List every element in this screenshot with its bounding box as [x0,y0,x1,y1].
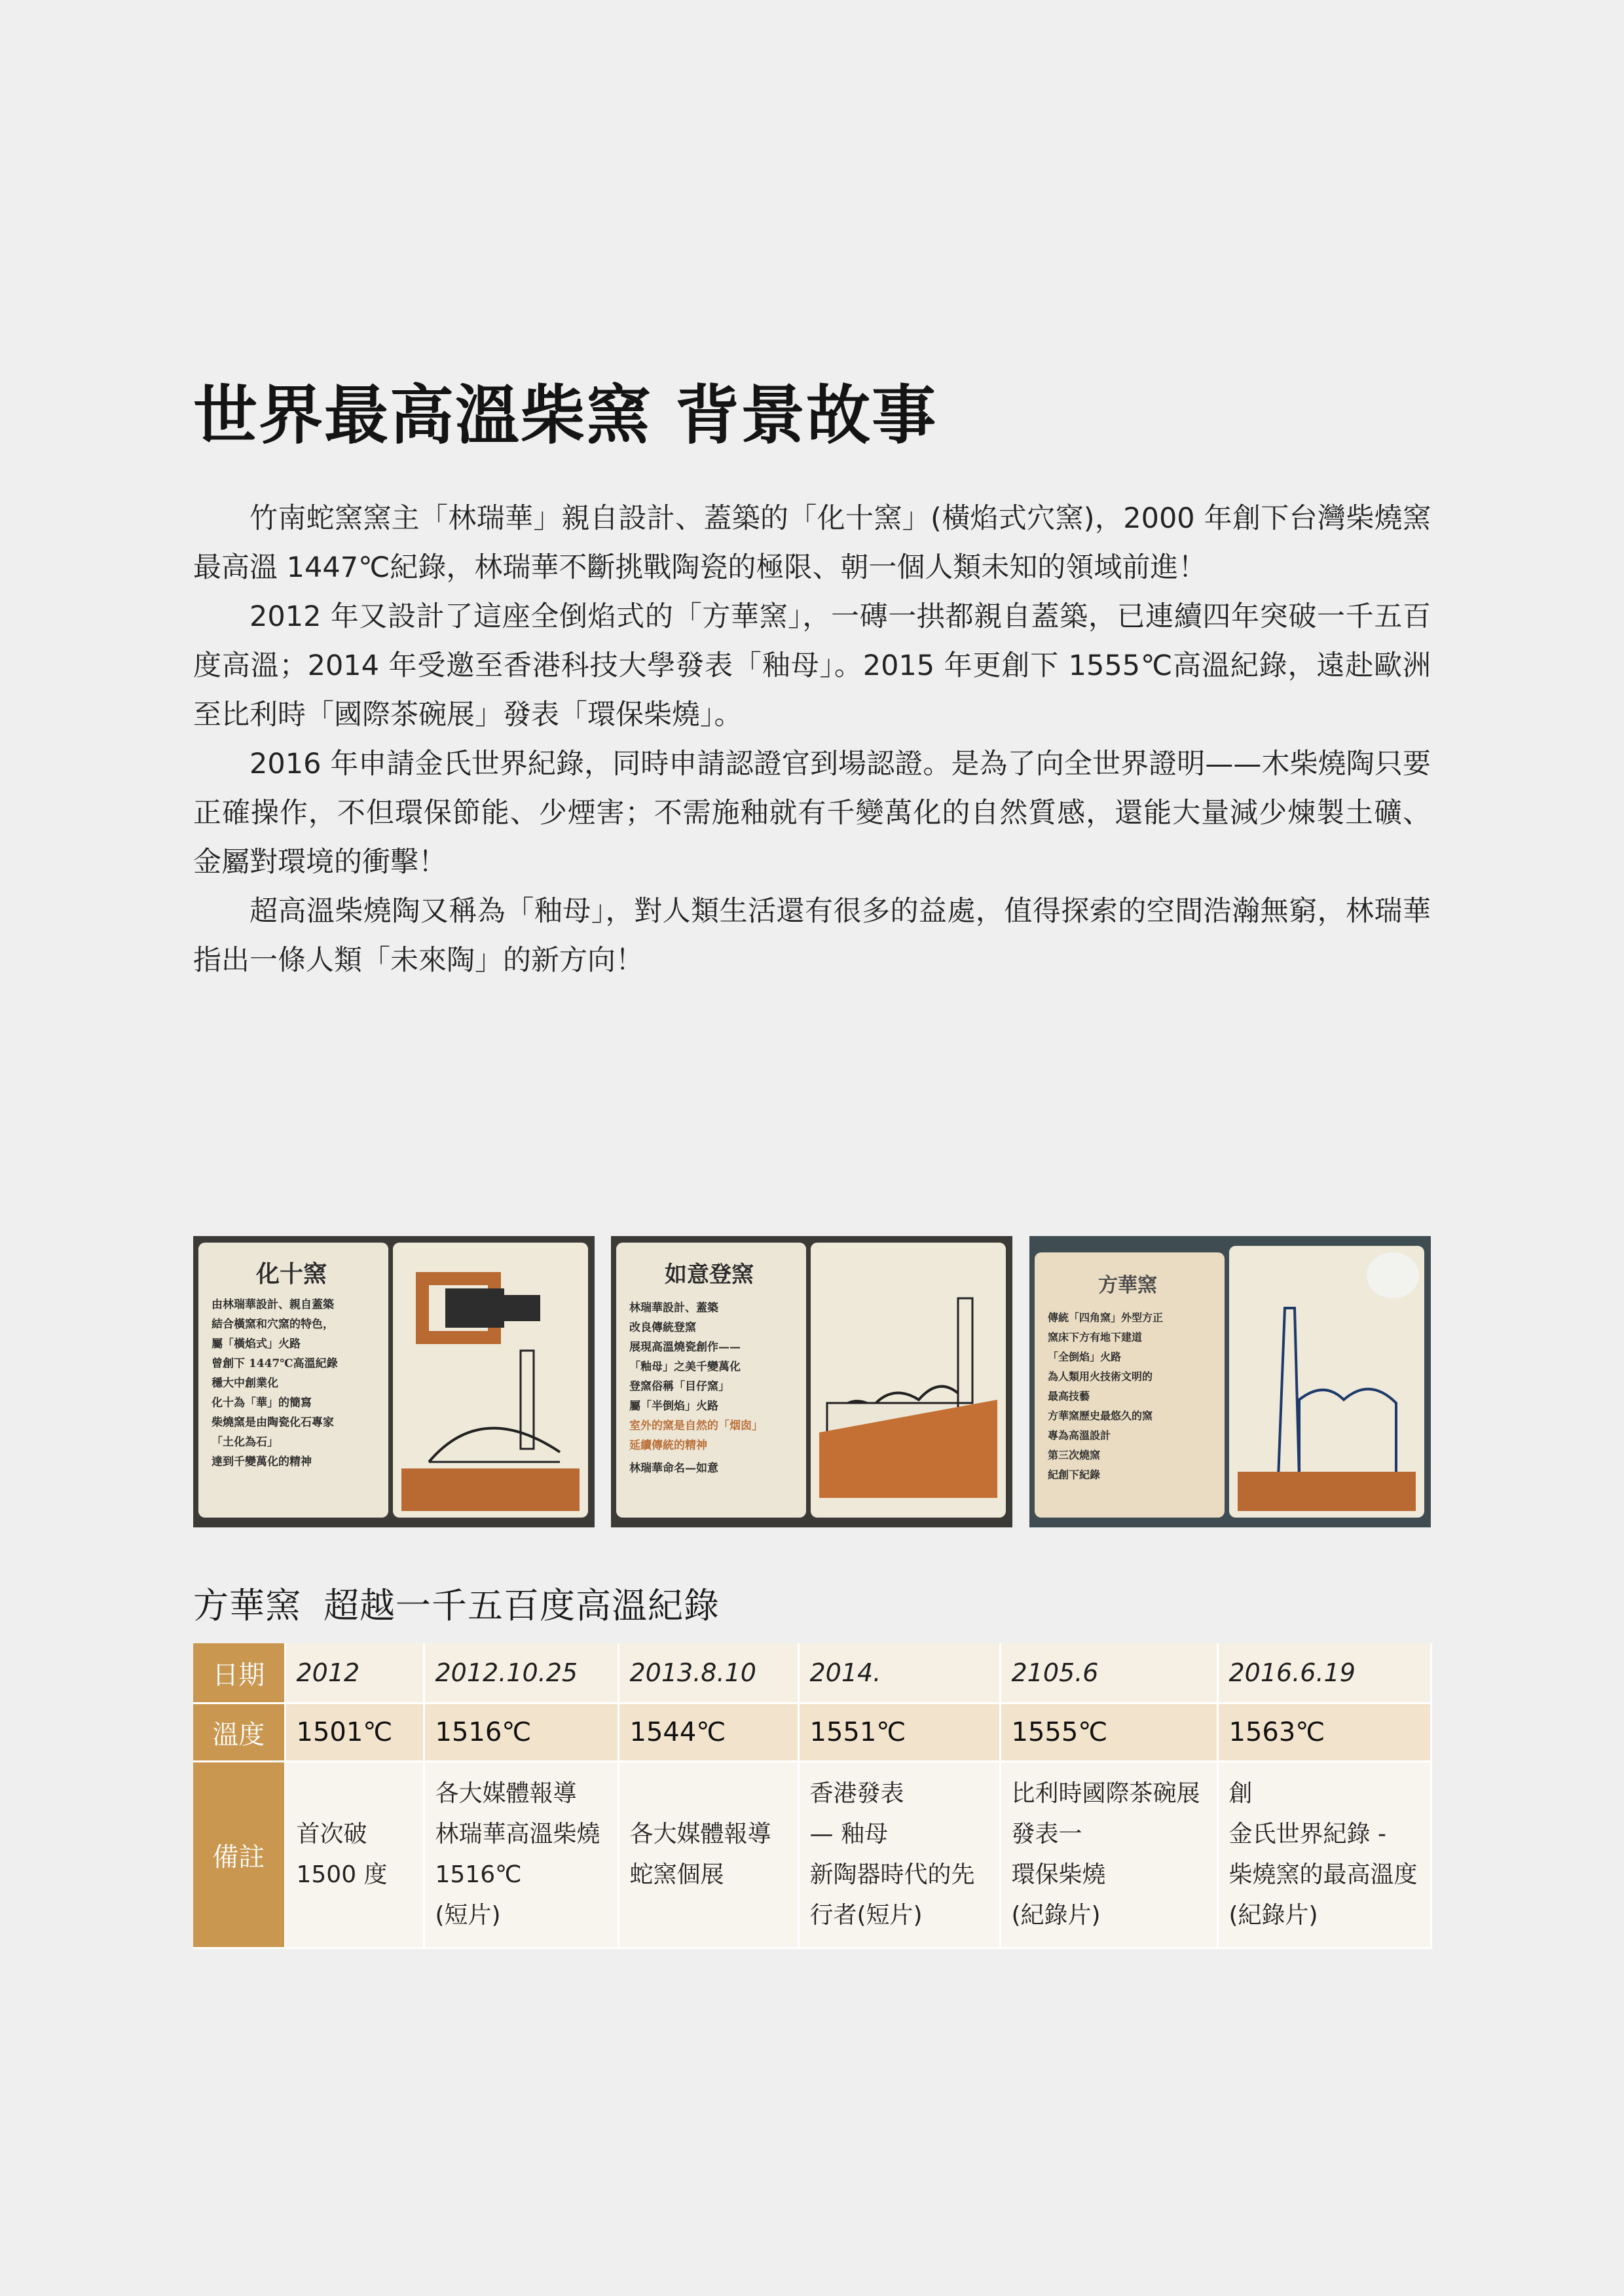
svg-text:「釉母」之美千變萬化: 「釉母」之美千變萬化 [629,1360,741,1374]
plaque-title: 如意登窯 [665,1262,754,1288]
note-cell [424,1762,618,1948]
note-line: 1516℃ [435,1861,522,1888]
plaque-title: 方華窯 [1098,1274,1157,1297]
svg-text:專為高溫設計: 專為高溫設計 [1048,1429,1111,1442]
temperature-cell: 1516℃ [424,1704,618,1762]
paragraph: 2016 年申請金氏世界紀錄，同時申請認證官到場認證。是為了向全世界證明——木柴燒陶只要正確操作，不但環保節能、少煙害；不需施釉就有千變萬化的自然質感，還能大量減少煉製土礦、金屬對環境的衝擊！ [193,748,1431,879]
paragraph: 超高溫柴燒陶又稱為「釉母」，對人類生活還有很多的益處，值得探索的空間浩瀚無窮，林瑞華指出一條人類「未來陶」的新方向！ [193,895,1431,977]
svg-text:最高技藝: 最高技藝 [1048,1390,1090,1402]
table-title-kiln: 方華窯 [193,1585,301,1626]
note-line: 比利時國際茶碗展 [1011,1780,1200,1807]
note-line: 發表一 [1011,1821,1082,1848]
note-cell [1000,1762,1217,1948]
photo-ru-yi-kiln-plaque [611,1236,1012,1527]
row-label-notes: 備註 [193,1762,285,1948]
table-row-notes [193,1762,1431,1948]
svg-text:屬「半倒焰」火路: 屬「半倒焰」火路 [629,1400,718,1413]
note-line: (紀錄片) [1228,1902,1318,1929]
note-line: 香港發表 [809,1780,904,1807]
page-title: 世界最高溫柴窯 背景故事 [193,378,938,453]
note-line: (紀錄片) [1011,1902,1101,1929]
date-cell: 2014. [798,1643,1000,1704]
svg-text:第三次燒窯: 第三次燒窯 [1048,1449,1101,1461]
temperature-cell: 1555℃ [1000,1704,1217,1762]
svg-text:室外的窯是自然的「烟囱」: 室外的窯是自然的「烟囱」 [629,1419,763,1432]
paragraph: 竹南蛇窯窯主「林瑞華」親自設計、蓋築的「化十窯」(橫焰式穴窯)，2000 年創下台灣柴燒窯最高溫 1447℃紀錄，林瑞華不斷挑戰陶瓷的極限、朝一個人類未知的領域前進！ [193,502,1431,584]
svg-text:化十為「華」的簡寫: 化十為「華」的簡寫 [212,1396,312,1410]
note-line: 新陶器時代的先 [809,1861,975,1888]
table-row-date [193,1643,1431,1704]
svg-text:方華窯歷史最悠久的窯: 方華窯歷史最悠久的窯 [1048,1410,1153,1422]
svg-text:林瑞華設計、蓋築: 林瑞華設計、蓋築 [629,1302,718,1315]
date-cell: 2012.10.25 [424,1643,618,1704]
svg-text:林瑞華命名—如意: 林瑞華命名—如意 [629,1462,718,1475]
svg-text:改良傳統登窯: 改良傳統登窯 [629,1321,696,1334]
note-cell [618,1762,798,1948]
row-label-date: 日期 [193,1643,285,1704]
note-line: 1500 度 [296,1861,388,1888]
svg-text:窯床下方有地下建道: 窯床下方有地下建道 [1048,1331,1143,1343]
date-cell: 2016.6.19 [1217,1643,1431,1704]
note-line: 蛇窯個展 [629,1861,724,1888]
temperature-cell: 1501℃ [285,1704,424,1762]
svg-text:傳統「四角窯」外型方正: 傳統「四角窯」外型方正 [1048,1311,1164,1324]
svg-text:穩大中創業化: 穩大中創業化 [212,1377,278,1390]
kiln-plaque-photos [193,1236,1431,1527]
table-row-temperature [193,1704,1431,1762]
photo-fang-hua-kiln-plaque [1029,1236,1431,1527]
svg-text:紀創下紀錄: 紀創下紀錄 [1048,1468,1101,1481]
note-cell [1217,1762,1431,1948]
plaque-title: 化十窯 [255,1260,327,1288]
svg-text:為人類用火技術文明的: 為人類用火技術文明的 [1048,1370,1153,1383]
svg-text:由林瑞華設計、親自蓋築: 由林瑞華設計、親自蓋築 [212,1298,334,1311]
temperature-cell: 1544℃ [618,1704,798,1762]
svg-text:柴燒窯是由陶瓷化石專家: 柴燒窯是由陶瓷化石專家 [212,1416,334,1429]
svg-text:曾創下 1447℃高溫紀錄: 曾創下 1447℃高溫紀錄 [212,1357,338,1370]
note-line: 行者(短片) [809,1902,923,1929]
svg-text:達到千變萬化的精神: 達到千變萬化的精神 [212,1455,312,1468]
note-line: 環保柴燒 [1011,1861,1106,1888]
svg-text:結合橫窯和穴窯的特色，: 結合橫窯和穴窯的特色， [212,1318,334,1331]
table-title-record: 超越一千五百度高溫紀錄 [323,1585,720,1626]
svg-text:延續傳統的精神: 延續傳統的精神 [629,1439,707,1452]
note-line: — 釉母 [809,1821,888,1848]
svg-text:「全倒焰」火路: 「全倒焰」火路 [1048,1351,1122,1363]
row-label-temperature: 溫度 [193,1704,285,1762]
paragraph: 2012 年又設計了這座全倒焰式的「方華窯」，一磚一拱都親自蓋築，已連續四年突破一千五百度高溫；2014 年受邀至香港科技大學發表「釉母」。2015 年更創下 1555℃高溫紀錄，遠赴歐洲至比利時「國際茶碗展」發表「環保柴燒」。 [193,600,1431,731]
photo-hua-shi-kiln-plaque [193,1236,595,1527]
svg-text:展現高溫燒瓷創作——: 展現高溫燒瓷創作—— [629,1341,741,1354]
note-line: 柴燒窯的最高溫度 [1228,1861,1418,1888]
note-cell [798,1762,1000,1948]
svg-text:屬「橫焰式」火路: 屬「橫焰式」火路 [212,1338,301,1351]
table-title [193,1583,720,1629]
note-line: 金氏世界紀錄 - [1228,1821,1386,1848]
temperature-record-table [193,1643,1432,1949]
date-cell: 2013.8.10 [618,1643,798,1704]
note-line: 各大媒體報導 [435,1780,577,1807]
svg-text:「土化為石」: 「土化為石」 [212,1436,278,1449]
note-line: 林瑞華高溫柴燒 [435,1821,600,1848]
note-line: 各大媒體報導 [629,1821,771,1848]
note-line: 首次破 [296,1821,367,1848]
svg-text:登窯俗稱「目仔窯」: 登窯俗稱「目仔窯」 [629,1380,729,1393]
date-cell: 2012 [285,1643,424,1704]
note-line: 創 [1228,1780,1253,1807]
temperature-cell: 1551℃ [798,1704,1000,1762]
temperature-cell: 1563℃ [1217,1704,1431,1762]
date-cell: 2105.6 [1000,1643,1217,1704]
article-body [193,494,1431,985]
note-line: (短片) [435,1902,501,1929]
note-cell [285,1762,424,1948]
